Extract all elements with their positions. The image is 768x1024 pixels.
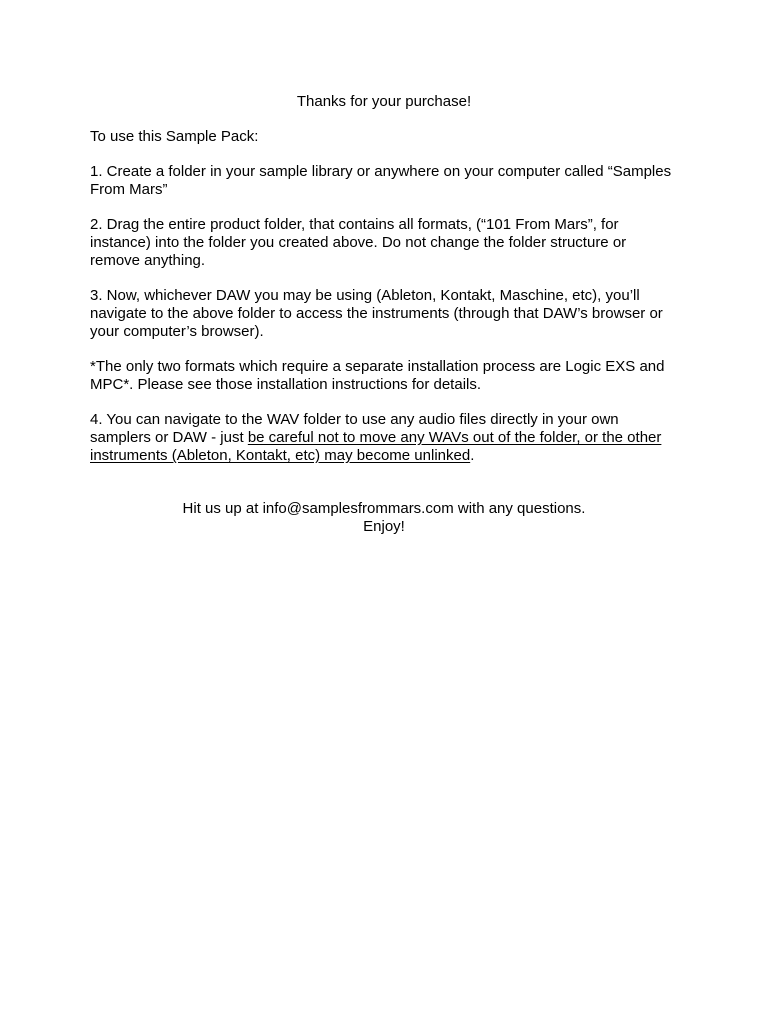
instruction-step-2: 2. Drag the entire product folder, that contains all formats, (“101 From Mars”, for instance) into the folder you created above. Do not change the folder structure or remove anything.: [90, 216, 627, 269]
closing-text: Enjoy!: [363, 518, 405, 535]
document-body: [90, 93, 678, 536]
intro-text: To use this Sample Pack:: [90, 128, 259, 145]
installation-note: *The only two formats which require a separate installation process are Logic EXS and MPC*. Please see those installation instructions for details.: [90, 358, 665, 393]
instruction-step-4: [90, 411, 678, 465]
unlinking-warning: be careful not to move any WAVs out of the folder, or the other instruments (Ableton, Kontakt, etc) may become unlinked: [90, 429, 662, 464]
step-4-prefix: 4. You can navigate to the WAV folder to use any audio files directly in your own samplers or DAW - just: [90, 411, 619, 446]
step-4-suffix: .: [470, 447, 475, 464]
contact-text: Hit us up at info@samplesfrommars.com with any questions.: [182, 500, 586, 517]
instruction-step-3: 3. Now, whichever DAW you may be using (Ableton, Kontakt, Maschine, etc), you’ll navigate to the above folder to access the instruments (through that DAW’s browser or your computer’s browser).: [90, 287, 663, 340]
instruction-step-1: 1. Create a folder in your sample library or anywhere on your computer called “Samples From Mars”: [90, 163, 672, 198]
thank-you-heading: Thanks for your purchase!: [296, 93, 472, 110]
